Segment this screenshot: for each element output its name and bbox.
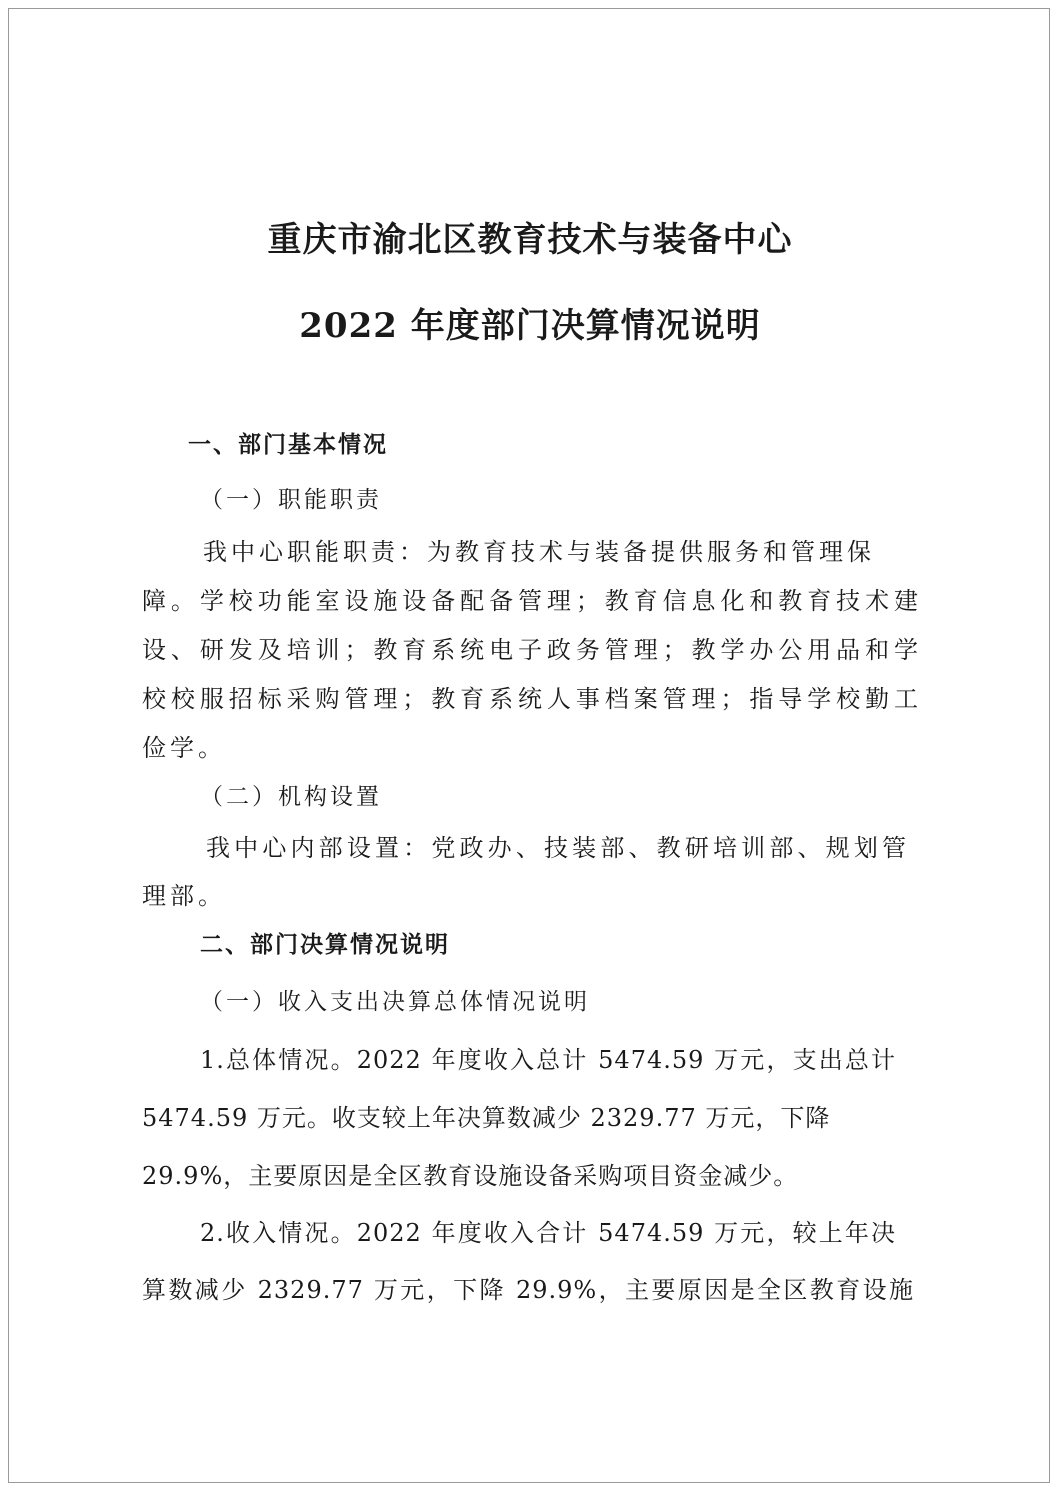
document-title-line-2: 2022 年度部门决算情况说明	[299, 306, 761, 346]
paragraph-line: 5474.59 万元。收支较上年决算数减少 2329.77 万元，下降	[142, 1104, 831, 1132]
paragraph-line: 我中心内部设置：党政办、技装部、教研培训部、规划管	[206, 834, 910, 862]
paragraph-line: 理部。	[142, 882, 226, 910]
paragraph-line: 俭学。	[142, 734, 226, 762]
paragraph-line: 障。学校功能室设施设备配备管理；教育信息化和教育技术建	[142, 587, 922, 615]
paragraph-line: 设、研发及培训；教育系统电子政务管理；教学办公用品和学	[142, 636, 922, 664]
paragraph-line: 我中心职能职责：为教育技术与装备提供服务和管理保	[203, 538, 875, 566]
document-title-line-1: 重庆市渝北区教育技术与装备中心	[267, 220, 793, 260]
section-1-sub-2-heading: （二）机构设置	[200, 784, 382, 810]
section-1-sub-1-heading: （一）职能职责	[200, 487, 382, 513]
paragraph-line: 29.9%，主要原因是全区教育设施设备采购项目资金减少。	[142, 1162, 799, 1190]
section-2-sub-1-heading: （一）收入支出决算总体情况说明	[200, 989, 590, 1015]
paragraph-line: 2.收入情况。2022 年度收入合计 5474.59 万元，较上年决	[200, 1219, 896, 1247]
paragraph-line: 1.总体情况。2022 年度收入总计 5474.59 万元，支出总计	[200, 1046, 896, 1074]
paragraph-line: 校校服招标采购管理；教育系统人事档案管理；指导学校勤工	[142, 685, 922, 713]
section-2-heading: 二、部门决算情况说明	[200, 932, 450, 958]
paragraph-line: 算数减少 2329.77 万元，下降 29.9%，主要原因是全区教育设施	[142, 1276, 914, 1304]
section-1-heading: 一、部门基本情况	[188, 432, 388, 458]
